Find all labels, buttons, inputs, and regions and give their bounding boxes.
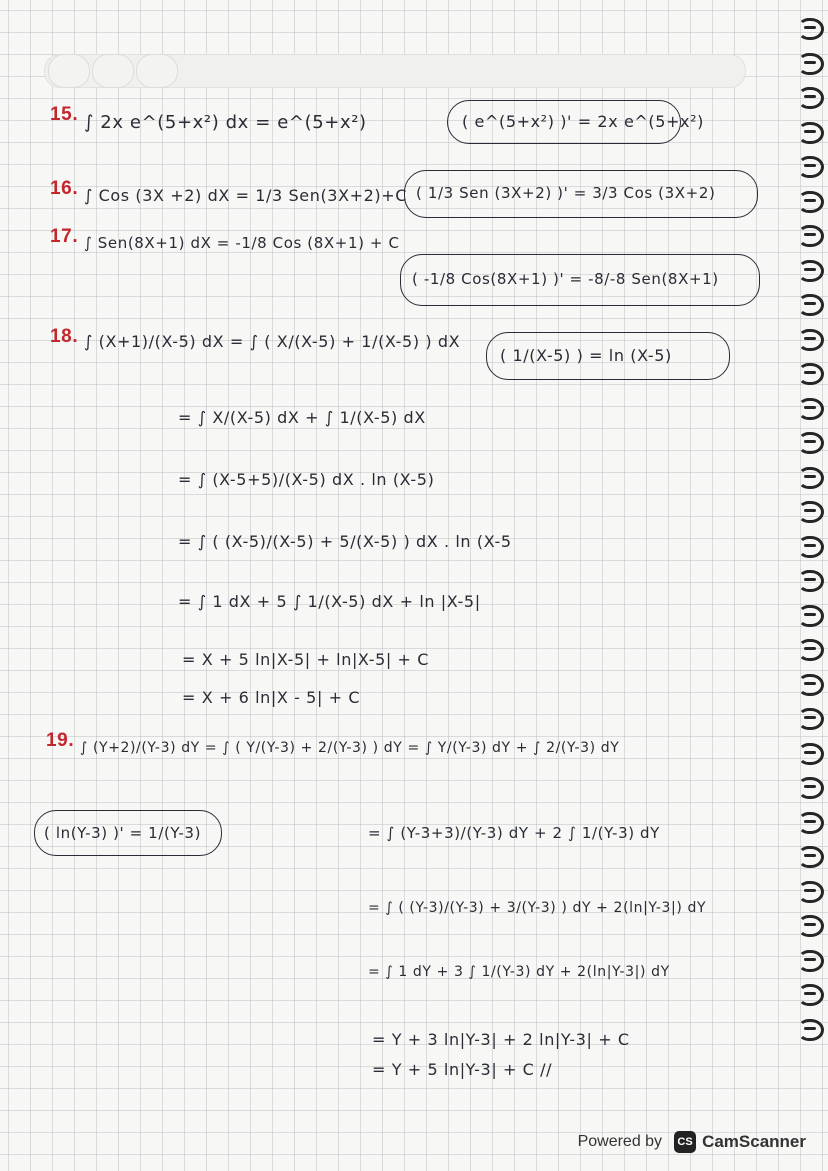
check-15: ( e^(5+x²) )' = 2x e^(5+x²) [462,112,704,131]
spiral-ring [798,329,824,351]
step-18-6: = X + 6 ln|X - 5| + C [182,688,361,707]
spiral-ring [798,536,824,558]
powered-by-label: Powered by [577,1133,663,1150]
spiral-ring [798,156,824,178]
header-circle [92,54,134,88]
problem-number-16: 16. [50,178,79,199]
check-17: ( -1/8 Cos(8X+1) )' = -8/-8 Sen(8X+1) [412,270,719,288]
step-19-5: = Y + 5 ln|Y-3| + C // [372,1060,553,1079]
check-18: ( 1/(X-5) ) = ln (X-5) [500,346,672,365]
problem-number-19: 19. [46,730,75,751]
spiral-ring [798,122,824,144]
problem-number-18: 18. [50,326,79,347]
spiral-ring [798,260,824,282]
spiral-ring [798,605,824,627]
step-18-2: = ∫ (X-5+5)/(X-5) dX . ln (X-5) [178,470,435,489]
integral-15: ∫ 2x e^(5+x²) dx = e^(5+x²) [84,112,367,133]
spiral-ring [798,225,824,247]
spiral-ring [798,674,824,696]
step-19-3: = ∫ 1 dY + 3 ∫ 1/(Y-3) dY + 2(ln|Y-3|) dY [368,964,670,980]
spiral-ring [798,639,824,661]
problem-number-17: 17. [50,226,79,247]
step-18-1: = ∫ X/(X-5) dX + ∫ 1/(X-5) dX [178,408,426,427]
spiral-ring [798,191,824,213]
camscanner-brand: CamScanner [702,1132,806,1151]
spiral-ring [798,984,824,1006]
step-19-2: = ∫ ( (Y-3)/(Y-3) + 3/(Y-3) ) dY + 2(ln|Y-3|) dY [368,900,707,916]
step-19-1: = ∫ (Y-3+3)/(Y-3) dY + 2 ∫ 1/(Y-3) dY [368,824,660,842]
step-19-4: = Y + 3 ln|Y-3| + 2 ln|Y-3| + C [372,1030,630,1049]
spiral-ring [798,708,824,730]
step-18-4: = ∫ 1 dX + 5 ∫ 1/(X-5) dX + ln |X-5| [178,592,481,611]
check-19: ( ln(Y-3) )' = 1/(Y-3) [44,824,202,842]
integral-19: ∫ (Y+2)/(Y-3) dY = ∫ ( Y/(Y-3) + 2/(Y-3) ) dY = ∫ Y/(Y-3) dY + ∫ 2/(Y-3) dY [80,740,620,756]
spiral-ring [798,812,824,834]
spiral-ring [798,53,824,75]
step-18-5: = X + 5 ln|X-5| + ln|X-5| + C [182,650,429,669]
spiral-ring [798,846,824,868]
header-circle [48,54,90,88]
spiral-ring [798,398,824,420]
spiral-ring [798,743,824,765]
spiral-ring [798,18,824,40]
integral-18: ∫ (X+1)/(X-5) dX = ∫ ( X/(X-5) + 1/(X-5) ) dX [84,332,461,351]
step-18-3: = ∫ ( (X-5)/(X-5) + 5/(X-5) ) dX . ln (X-5 [178,532,512,551]
problem-number-15: 15. [50,104,79,125]
spiral-ring [798,363,824,385]
integral-16: ∫ Cos (3X +2) dX = 1/3 Sen(3X+2)+C [84,186,408,205]
spiral-ring [798,915,824,937]
spiral-binding [796,8,824,1088]
camscanner-footer [578,1131,806,1153]
check-16: ( 1/3 Sen (3X+2) )' = 3/3 Cos (3X+2) [416,184,716,202]
spiral-ring [798,950,824,972]
spiral-ring [798,1019,824,1041]
spiral-ring [798,777,824,799]
spiral-ring [798,570,824,592]
spiral-ring [798,294,824,316]
spiral-ring [798,467,824,489]
camscanner-logo-icon: CS [674,1131,696,1153]
header-circle [136,54,178,88]
spiral-ring [798,881,824,903]
integral-17: ∫ Sen(8X+1) dX = -1/8 Cos (8X+1) + C [84,234,400,252]
spiral-ring [798,501,824,523]
spiral-ring [798,87,824,109]
spiral-ring [798,432,824,454]
